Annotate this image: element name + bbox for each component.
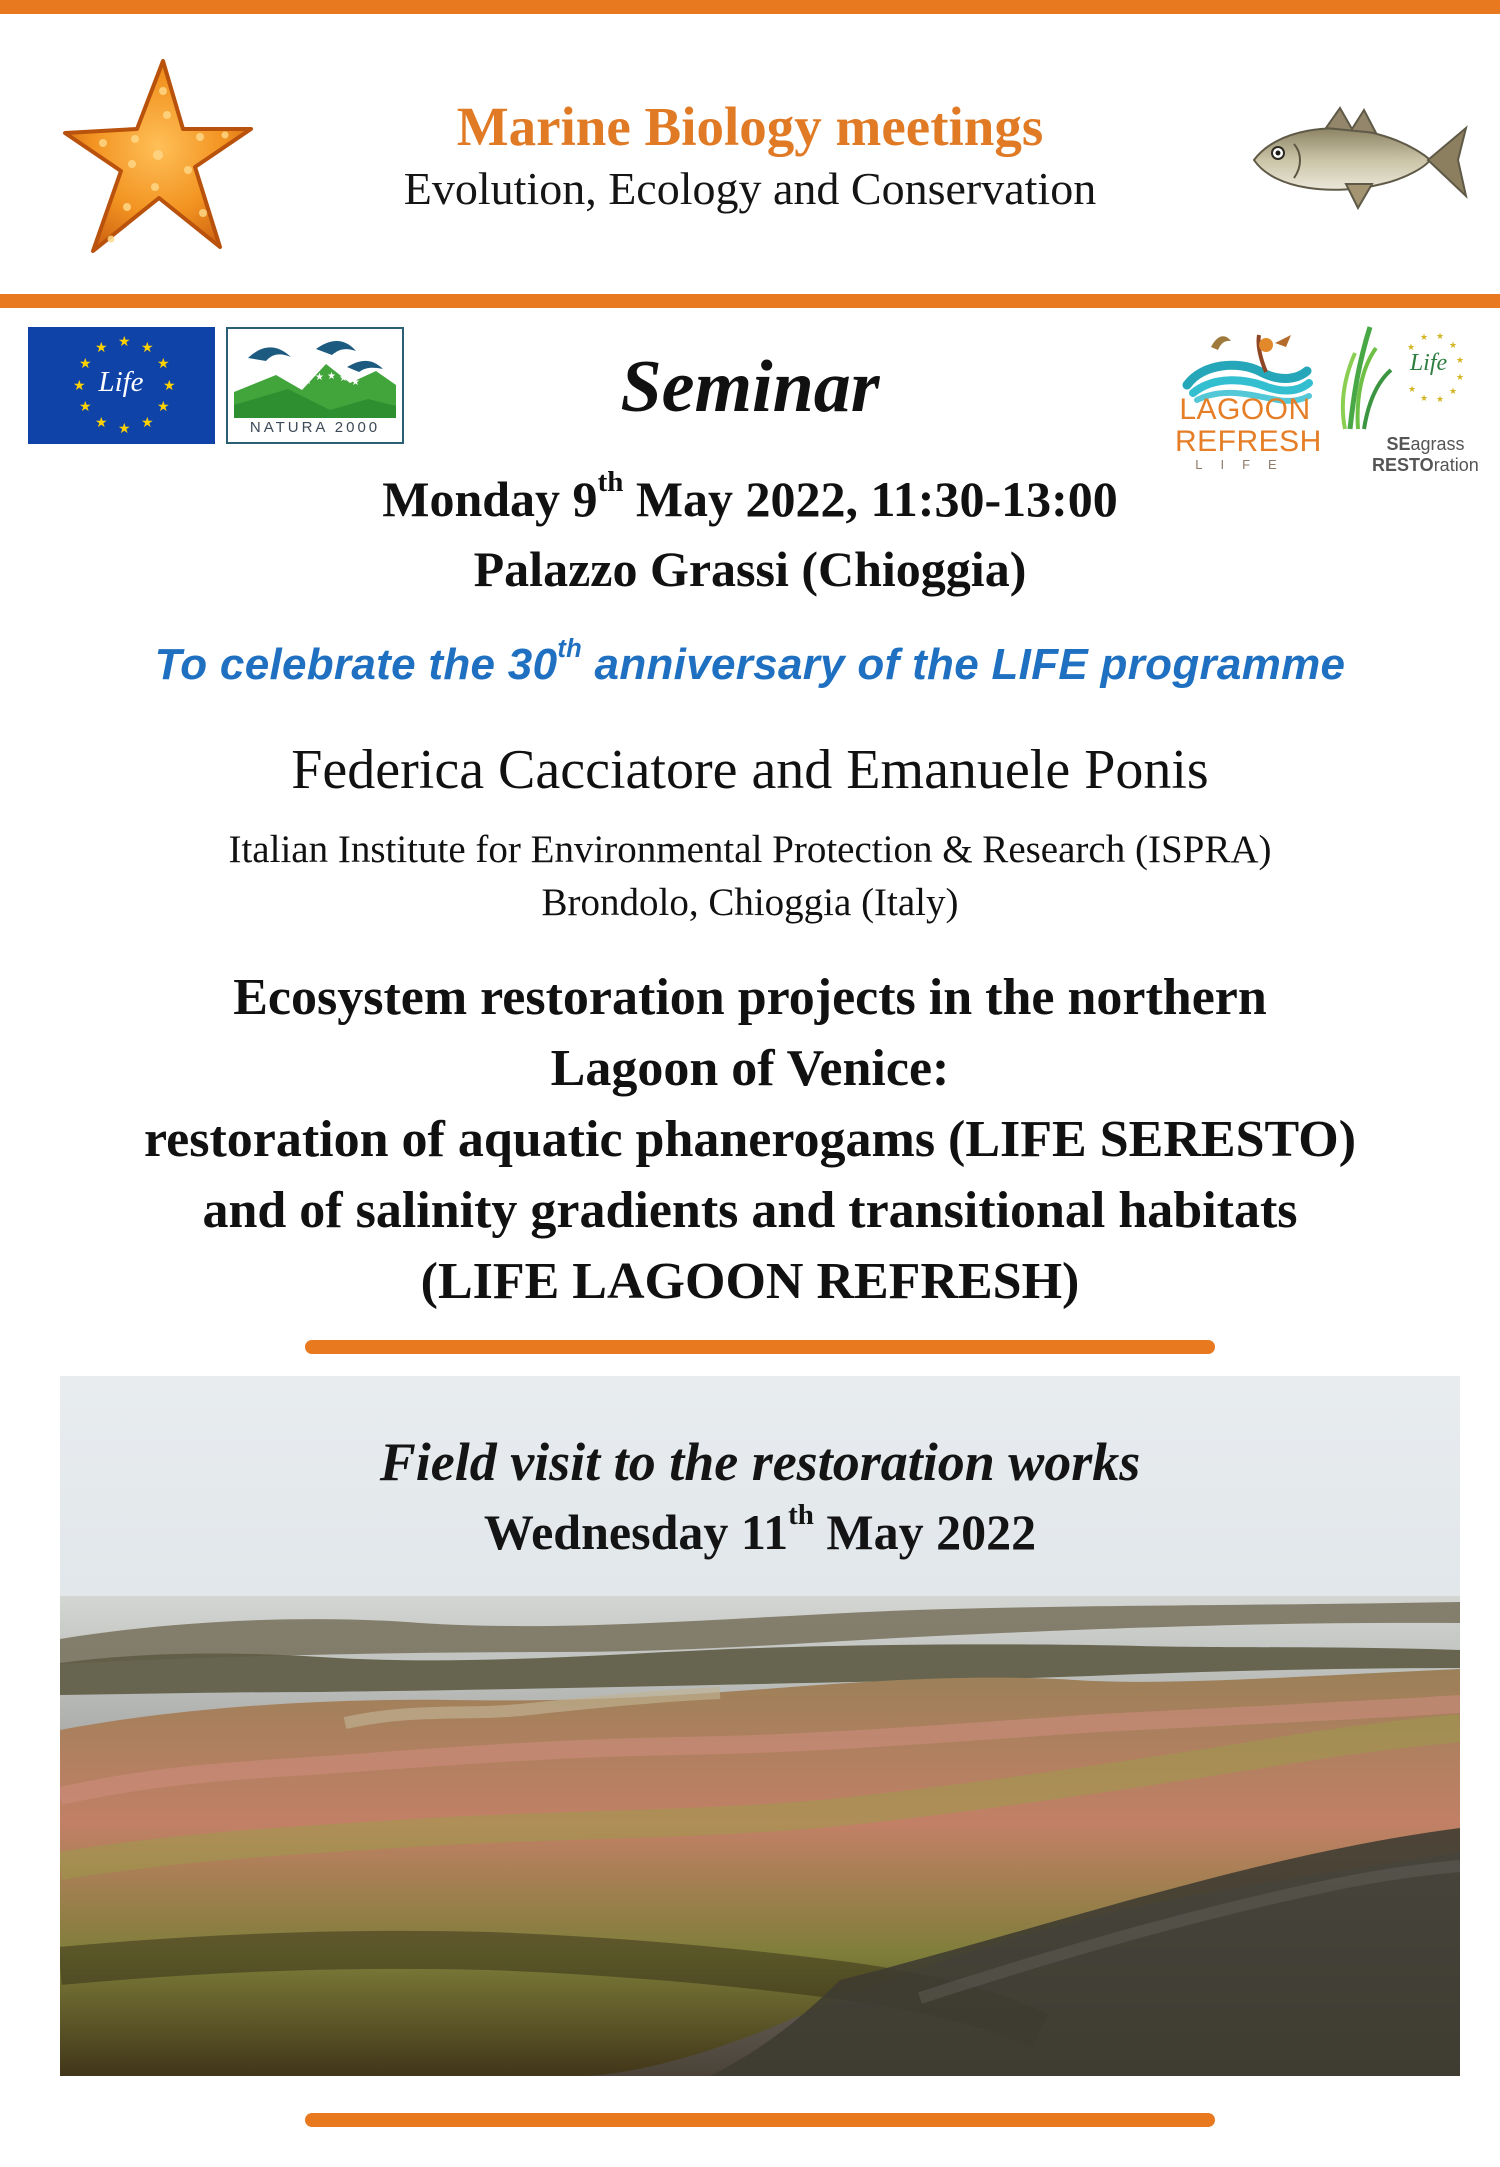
- svg-text:★: ★: [73, 378, 86, 394]
- lagoon-refresh-line2: REFRESH: [1175, 425, 1322, 458]
- natura-2000-text: NATURA 2000: [249, 419, 381, 436]
- anniversary-note: [0, 635, 1500, 690]
- header-divider: [0, 294, 1500, 308]
- svg-text:★: ★: [141, 340, 154, 356]
- seresto-line1: [1378, 434, 1473, 455]
- svg-text:★: ★: [351, 377, 360, 388]
- date-prefix: Monday 9: [382, 471, 598, 527]
- talk-title: [40, 962, 1460, 1317]
- svg-text:★: ★: [118, 421, 131, 437]
- life-eu-logo-text: Life: [98, 366, 144, 398]
- svg-text:★: ★: [1407, 343, 1416, 353]
- seminar-title: Seminar: [620, 346, 880, 428]
- svg-text:★: ★: [1449, 341, 1458, 351]
- svg-text:★: ★: [303, 376, 312, 387]
- svg-text:★: ★: [1456, 356, 1465, 366]
- svg-text:★: ★: [118, 334, 131, 350]
- svg-text:★: ★: [157, 399, 170, 415]
- field-date-superscript: th: [788, 1499, 814, 1532]
- anniversary-suffix: anniversary of the LIFE programme: [582, 640, 1346, 689]
- date-suffix: May 2022, 11:30-13:00: [623, 471, 1118, 527]
- bottom-divider: [305, 2113, 1215, 2127]
- field-date-suffix: May 2022: [813, 1504, 1037, 1560]
- talk-title-line: (LIFE LAGOON REFRESH): [420, 1253, 1080, 1310]
- svg-text:★: ★: [1420, 394, 1429, 404]
- seminar-venue: Palazzo Grassi (Chioggia): [473, 541, 1027, 597]
- svg-text:★: ★: [1449, 387, 1458, 397]
- talk-title-line: Lagoon of Venice:: [550, 1040, 950, 1097]
- lagoon-refresh-logo: [1175, 327, 1322, 477]
- talk-title-line: Ecosystem restoration projects in the northern: [233, 969, 1267, 1026]
- speaker-location: Brondolo, Chioggia (Italy): [541, 881, 959, 924]
- seagrass-restoration-logo: [1320, 322, 1479, 479]
- field-date-prefix: Wednesday 11: [483, 1504, 789, 1560]
- top-orange-rule: [0, 0, 1500, 14]
- fish-icon: [1236, 100, 1471, 220]
- svg-text:★: ★: [1456, 373, 1465, 383]
- seresto-line2-suffix: ration: [1433, 455, 1479, 475]
- talk-title-line: restoration of aquatic phanerogams (LIFE SERESTO): [143, 1111, 1357, 1168]
- svg-text:★: ★: [1436, 332, 1445, 342]
- seresto-life-text: Life: [1409, 350, 1448, 376]
- svg-text:★: ★: [1436, 395, 1445, 405]
- lagoon-photo-panel: [60, 1376, 1460, 2076]
- svg-text:★: ★: [1420, 333, 1429, 343]
- svg-text:★: ★: [315, 372, 324, 383]
- life-eu-logo: [28, 327, 215, 444]
- svg-text:★: ★: [1408, 385, 1417, 395]
- anniversary-superscript: th: [557, 635, 583, 664]
- lagoon-refresh-line3: LIFE: [1195, 457, 1295, 472]
- series-title: Marine Biology meetings: [456, 96, 1044, 157]
- seresto-line2-prefix: RESTO: [1372, 455, 1434, 475]
- svg-text:★: ★: [163, 378, 176, 394]
- svg-text:★: ★: [79, 356, 92, 372]
- svg-text:★: ★: [79, 399, 92, 415]
- seminar-date-time: [0, 466, 1500, 528]
- svg-text:★: ★: [95, 415, 108, 431]
- anniversary-prefix: To celebrate the 30: [154, 640, 558, 689]
- field-visit-date: [60, 1499, 1460, 1561]
- speaker-affiliation: Italian Institute for Environmental Protection & Research (ISPRA): [228, 828, 1272, 871]
- svg-text:★: ★: [339, 373, 348, 384]
- series-subtitle: Evolution, Ecology and Conservation: [403, 163, 1097, 214]
- svg-text:★: ★: [327, 371, 336, 382]
- seresto-line1-prefix: SE: [1386, 434, 1411, 454]
- field-visit-title: Field visit to the restoration works: [379, 1432, 1141, 1492]
- svg-text:★: ★: [95, 340, 108, 356]
- date-superscript: th: [597, 466, 624, 499]
- lagoon-refresh-line1: LAGOON: [1179, 393, 1311, 426]
- speaker-names: Federica Cacciatore and Emanuele Ponis: [291, 739, 1209, 801]
- svg-text:★: ★: [157, 356, 170, 372]
- svg-text:★: ★: [141, 415, 154, 431]
- seresto-line1-suffix: agrass: [1410, 434, 1465, 454]
- talk-title-line: and of salinity gradients and transitional habitats: [202, 1182, 1298, 1239]
- section-divider: [305, 1340, 1215, 1354]
